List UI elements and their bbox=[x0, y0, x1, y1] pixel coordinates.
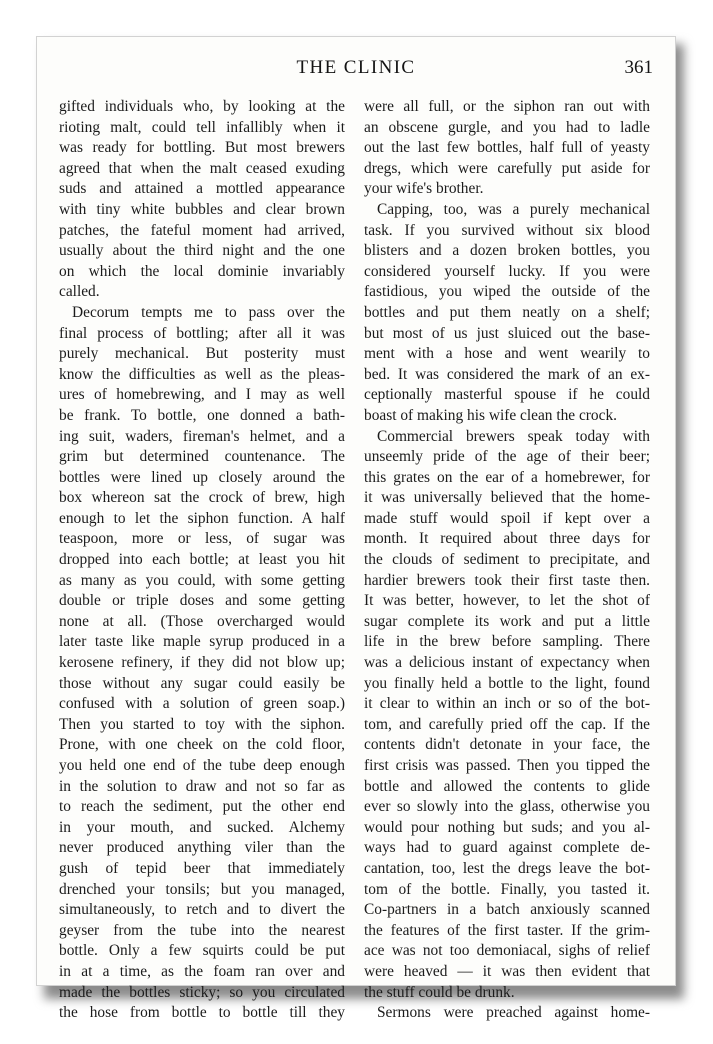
text-line: never produced anything viler than the bbox=[59, 839, 345, 857]
text-line: gifted individuals who, by looking at the bbox=[59, 98, 345, 115]
text-line: final process of bottling; after all it was bbox=[59, 324, 345, 342]
text-line: dregs, which were carefully put aside for bbox=[364, 159, 650, 177]
text-line: sugar complete its work and put a little bbox=[364, 612, 650, 630]
text-line: were all full, or the siphon ran out with bbox=[364, 98, 650, 115]
text-line: first crisis was passed. Then you tipped the bbox=[364, 757, 650, 774]
text-line: gush of tepid beer that immediately bbox=[59, 859, 345, 877]
text-line: ing suit, waders, fireman's helmet, and a bbox=[59, 427, 345, 445]
text-line: bottles were lined up closely around the bbox=[59, 468, 345, 486]
text-line: in your mouth, and sucked. Alchemy bbox=[59, 818, 345, 836]
book-page bbox=[36, 36, 676, 1022]
text-line: those without any sugar could easily be bbox=[59, 674, 345, 692]
text-line: Decorum tempts me to pass over the bbox=[72, 303, 345, 321]
text-line: it clear to within an inch or so of the bot- bbox=[364, 695, 650, 713]
text-line: on which the local dominie invariably bbox=[59, 262, 345, 280]
text-line: Then you started to toy with the siphon. bbox=[59, 715, 345, 733]
text-line: life in the brew before sampling. There bbox=[364, 633, 650, 651]
text-line: unseemly pride of the age of their beer; bbox=[364, 448, 650, 466]
text-line: suds and attained a mottled appearance bbox=[59, 180, 345, 198]
text-line: kerosene refinery, if they did not blow up; bbox=[59, 654, 345, 672]
text-line: month. It required about three days for bbox=[364, 530, 650, 548]
text-line: rioting malt, could tell infallibly when it bbox=[59, 118, 345, 136]
text-line: called. bbox=[59, 283, 100, 301]
text-line: boast of making his wife clean the crock. bbox=[364, 406, 618, 424]
text-line: ures of homebrewing, and I may as well bbox=[59, 386, 345, 404]
text-line: out the last few bottles, half full of yeasty bbox=[364, 139, 650, 157]
text-line: none at all. (Those overcharged would bbox=[59, 612, 345, 630]
text-line: usually about the third night and the one bbox=[59, 242, 345, 260]
text-line: ment with a hose and went wearily to bbox=[364, 345, 650, 363]
text-line: know the difficulties as well as the pleas- bbox=[59, 365, 345, 383]
text-line: enough to let the siphon function. A half bbox=[59, 509, 345, 527]
text-line: in the solution to draw and not so far as bbox=[59, 777, 345, 795]
text-line: you finally held a bottle to the light, found bbox=[364, 674, 650, 692]
text-line: bed. It was considered the mark of an ex- bbox=[364, 365, 650, 383]
text-line: ceptionally masterful spouse if he could bbox=[364, 386, 650, 404]
text-line: tom, and carefully pried off the cap. If the bbox=[364, 715, 650, 733]
text-line: patches, the fateful moment had arrived, bbox=[59, 221, 345, 239]
text-line: box whereon sat the crock of brew, high bbox=[59, 489, 345, 507]
text-line: but most of us just sluiced out the base- bbox=[364, 324, 650, 342]
right-column bbox=[364, 97, 650, 1024]
text-line: made stuff would spoil if kept over a bbox=[364, 509, 650, 527]
running-title: THE CLINIC bbox=[296, 57, 416, 78]
text-line: the hose from bottle to bottle till they bbox=[59, 1004, 345, 1022]
page-number: 361 bbox=[624, 57, 653, 78]
text-line: double or triple doses and some getting bbox=[59, 592, 345, 610]
text-line: the stuff could be drunk. bbox=[364, 983, 515, 1001]
text-line: agreed that when the malt ceased exuding bbox=[59, 159, 345, 177]
text-line: geyser from the tube into the nearest bbox=[59, 921, 345, 939]
text-line: your wife's brother. bbox=[364, 180, 484, 198]
text-line: grim but determined countenance. The bbox=[59, 448, 345, 466]
text-line: ways had to guard against complete de- bbox=[364, 839, 650, 857]
text-line: the clouds of sediment to precipitate, and bbox=[364, 551, 650, 569]
text-line: made the bottles sticky; so you circulated bbox=[59, 983, 345, 1001]
text-line: to reach the sediment, put the other end bbox=[59, 798, 345, 816]
text-line: Co-partners in a batch anxiously scanned bbox=[364, 901, 650, 919]
left-column bbox=[59, 97, 345, 1024]
text-line: be frank. To bottle, one donned a bath- bbox=[59, 406, 345, 424]
text-line: confused with a solution of green soap.) bbox=[59, 695, 345, 713]
text-line: were heaved — it was then evident that bbox=[364, 962, 650, 980]
text-line: this grates on the ear of a homebrewer, for bbox=[364, 468, 650, 486]
text-line: ever so slowly into the glass, otherwise you bbox=[364, 798, 650, 816]
text-line: as many as you could, with some getting bbox=[59, 571, 345, 589]
text-line: Prone, with one cheek on the cold floor, bbox=[59, 736, 345, 754]
text-line: drenched your tonsils; but you managed, bbox=[59, 880, 345, 898]
text-line: purely mechanical. But posterity must bbox=[59, 345, 345, 363]
text-line: Capping, too, was a purely mechanical bbox=[377, 200, 650, 218]
text-line: tom of the bottle. Finally, you tasted it. bbox=[364, 880, 650, 898]
text-line: contents didn't detonate in your face, the bbox=[364, 736, 650, 754]
text-line: it was universally believed that the home- bbox=[364, 489, 650, 507]
running-header bbox=[59, 57, 653, 85]
text-line: Commercial brewers speak today with bbox=[377, 427, 650, 445]
text-line: hardier brewers took their first taste then. bbox=[364, 571, 650, 589]
text-line: an obscene gurgle, and you had to ladle bbox=[364, 118, 650, 136]
text-line: dropped into each bottle; at least you hit bbox=[59, 551, 345, 569]
text-line: bottles and put them neatly on a shelf; bbox=[364, 303, 650, 321]
text-line: Sermons were preached against home- bbox=[377, 1004, 650, 1022]
text-line: would pour nothing but suds; and you al- bbox=[364, 818, 650, 836]
text-line: in at a time, as the foam ran over and bbox=[59, 962, 345, 980]
text-line: bottle. Only a few squirts could be put bbox=[59, 942, 345, 960]
text-line: ace was not too demoniacal, sighs of relief bbox=[364, 942, 650, 960]
text-line: later taste like maple syrup produced in a bbox=[59, 633, 345, 651]
text-line: blisters and a dozen broken bottles, you bbox=[364, 242, 650, 260]
text-line: considered yourself lucky. If you were bbox=[364, 262, 650, 280]
text-line: teaspoon, more or less, of sugar was bbox=[59, 530, 345, 548]
text-line: It was better, however, to let the shot of bbox=[364, 592, 650, 610]
text-line: was ready for bottling. But most brewers bbox=[59, 139, 345, 157]
text-line: cantation, too, lest the dregs leave the bot- bbox=[364, 859, 650, 877]
text-line: bottle and allowed the contents to glide bbox=[364, 777, 650, 795]
text-line: with tiny white bubbles and clear brown bbox=[59, 200, 345, 218]
text-line: was a delicious instant of expectancy when bbox=[364, 654, 650, 672]
text-line: the features of the first taster. If the grim- bbox=[364, 921, 650, 939]
text-line: simultaneously, to retch and to divert the bbox=[59, 901, 345, 919]
text-line: task. If you survived without six blood bbox=[364, 221, 650, 239]
text-line: fastidious, you wiped the outside of the bbox=[364, 283, 650, 301]
text-line: you held one end of the tube deep enough bbox=[59, 757, 345, 774]
